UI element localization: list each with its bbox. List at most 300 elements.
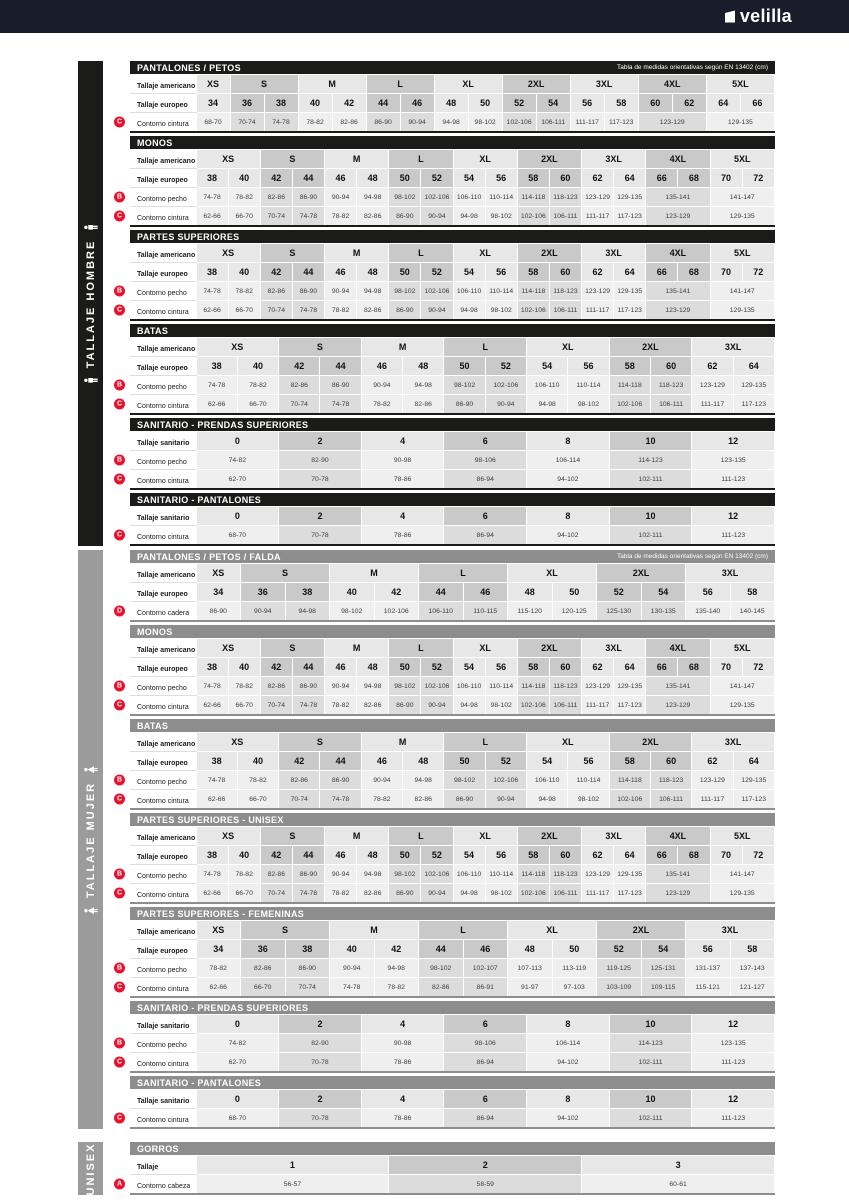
value-cell: 78-82: [228, 188, 260, 207]
value-cell: 140-145: [730, 602, 775, 622]
value-cell: 66: [646, 263, 678, 282]
value-cell: 42: [260, 263, 292, 282]
table-row: [130, 376, 775, 395]
value-cell: 66: [646, 846, 678, 865]
value-cell: 94-98: [453, 207, 485, 227]
value-cell: 114-118: [517, 865, 549, 884]
value-cell: 72: [742, 169, 774, 188]
value-cell: 86-90: [389, 207, 421, 227]
row-label: Contorno pecho: [137, 290, 187, 297]
value-cell: 106-110: [453, 865, 485, 884]
value-cell: 123-135: [692, 451, 775, 470]
value-cell: 110-115: [463, 602, 508, 622]
value-cell: 123-129: [646, 696, 710, 716]
value-cell: 58: [517, 658, 549, 677]
value-cell: 141-147: [710, 282, 775, 301]
value-cell: 82-90: [279, 1034, 362, 1053]
row-label: Contorno cintura: [137, 892, 189, 899]
size-group-cell: XL: [527, 733, 610, 752]
table-title: MONOS: [137, 626, 173, 637]
section-hombre: [0, 61, 849, 546]
row-label: Tallaje americano: [137, 928, 196, 936]
value-cell: 48: [357, 658, 389, 677]
value-cell: 94-98: [357, 282, 389, 301]
value-cell: 68-70: [196, 526, 279, 546]
size-group-cell: 6: [444, 1090, 527, 1109]
value-cell: 62: [692, 357, 733, 376]
value-cell: 82-86: [403, 790, 444, 810]
value-cell: 70: [710, 658, 742, 677]
value-cell: 74-78: [196, 188, 228, 207]
value-cell: 90-94: [421, 884, 453, 904]
size-group-cell: 2: [279, 1015, 362, 1034]
value-cell: 48: [508, 940, 553, 959]
value-cell: 111-123: [692, 1053, 775, 1073]
value-cell: 118-123: [549, 865, 581, 884]
value-cell: 129-135: [706, 113, 774, 133]
row-label-cell: [116, 470, 196, 490]
row-label-cell: [130, 432, 196, 451]
value-cell: 36: [241, 583, 286, 602]
value-cell: 50: [444, 357, 485, 376]
value-cell: 40: [330, 583, 375, 602]
size-group-cell: XL: [453, 827, 517, 846]
value-cell: 90-94: [325, 865, 357, 884]
value-cell: 111-123: [692, 1109, 775, 1129]
value-cell: 40: [330, 940, 375, 959]
value-cell: 94-98: [357, 677, 389, 696]
value-cell: 56: [485, 658, 517, 677]
value-cell: 117-123: [614, 207, 646, 227]
value-cell: 78-82: [298, 113, 332, 133]
size-group-cell: XL: [453, 244, 517, 263]
value-cell: 118-123: [549, 282, 581, 301]
value-cell: 110-114: [485, 865, 517, 884]
size-group-cell: 2XL: [609, 338, 692, 357]
size-group-cell: 2XL: [597, 921, 686, 940]
table-row: [130, 244, 775, 263]
value-cell: 110-114: [485, 188, 517, 207]
value-cell: 54: [527, 357, 568, 376]
size-group-cell: 0: [196, 1090, 279, 1109]
value-cell: 58-59: [389, 1175, 582, 1195]
row-label-cell: [116, 526, 196, 546]
value-cell: 36: [241, 940, 286, 959]
letter-badge-b: B: [114, 681, 125, 692]
value-cell: 125-130: [597, 602, 642, 622]
table-row: [130, 959, 775, 978]
value-cell: 117-123: [733, 790, 774, 810]
size-grid: [116, 563, 775, 622]
row-label-cell: [116, 771, 196, 790]
value-cell: 86-90: [389, 301, 421, 321]
value-cell: 94-102: [527, 1053, 610, 1073]
value-cell: 36: [230, 94, 264, 113]
value-cell: 56: [570, 94, 604, 113]
value-cell: 141-147: [710, 677, 775, 696]
value-cell: 98-102: [568, 790, 609, 810]
letter-badge-c: C: [114, 474, 125, 485]
value-cell: 102-106: [485, 771, 526, 790]
table-title: SANITARIO - PANTALONES: [137, 494, 262, 505]
row-label: Tallaje americano: [137, 345, 196, 353]
table-sanitario-pantalones: [116, 1076, 775, 1129]
value-cell: 78-82: [374, 978, 419, 998]
size-group-cell: M: [361, 338, 444, 357]
value-cell: 50: [389, 658, 421, 677]
size-group-cell: M: [325, 639, 389, 658]
size-group-cell: 3XL: [692, 733, 775, 752]
value-cell: 44: [292, 263, 324, 282]
row-label: Tallaje sanitario: [137, 1022, 190, 1030]
row-label: Tallaje americano: [137, 251, 196, 259]
value-cell: 110-114: [485, 677, 517, 696]
value-cell: 94-98: [527, 395, 568, 415]
row-label-cell: [116, 207, 196, 227]
table-row: [130, 94, 775, 113]
letter-badge-a: A: [114, 1179, 125, 1190]
value-cell: 48: [357, 263, 389, 282]
value-cell: 58: [730, 940, 775, 959]
value-cell: 123-129: [638, 113, 706, 133]
row-label: Tallaje europeo: [137, 666, 188, 673]
value-cell: 86-94: [444, 1053, 527, 1073]
value-cell: 62: [672, 94, 706, 113]
value-cell: 66: [646, 169, 678, 188]
table-row: [130, 169, 775, 188]
table-row: [130, 696, 775, 716]
value-cell: 111-117: [692, 790, 733, 810]
row-label: Contorno pecho: [137, 685, 187, 692]
size-group-cell: 0: [196, 507, 279, 526]
value-cell: 68: [678, 846, 710, 865]
value-cell: 109-115: [641, 978, 686, 998]
value-cell: 56: [485, 263, 517, 282]
value-cell: 46: [463, 583, 508, 602]
letter-badge-b: B: [114, 869, 125, 880]
row-label-cell: [116, 1034, 196, 1053]
value-cell: 54: [453, 846, 485, 865]
row-label-cell: [130, 75, 196, 94]
letter-badge-c: C: [114, 794, 125, 805]
size-group-cell: 5XL: [710, 639, 775, 658]
value-cell: 90-98: [361, 451, 444, 470]
value-cell: 121-127: [730, 978, 775, 998]
value-cell: 44: [320, 357, 361, 376]
table-title-bar: [130, 61, 775, 74]
row-label-cell: [130, 921, 196, 940]
table-row: [130, 884, 775, 904]
size-group-cell: M: [325, 244, 389, 263]
row-label-cell: [116, 884, 196, 904]
value-cell: 102-106: [374, 602, 419, 622]
value-cell: 129-135: [733, 376, 774, 395]
value-cell: 64: [614, 169, 646, 188]
value-cell: 40: [237, 752, 278, 771]
value-cell: 52: [597, 583, 642, 602]
value-cell: 74-78: [292, 207, 324, 227]
section-unisex: [0, 1142, 849, 1195]
value-cell: 58: [604, 94, 638, 113]
size-group-cell: 1: [196, 1156, 389, 1175]
row-label-cell: [130, 150, 196, 169]
value-cell: 106-110: [527, 771, 568, 790]
table-partes-superiores-femeninas: [116, 907, 775, 998]
letter-badge-b: B: [114, 380, 125, 391]
letter-badge-b: B: [114, 1038, 125, 1049]
value-cell: 98-102: [389, 188, 421, 207]
value-cell: 86-90: [285, 959, 330, 978]
size-group-cell: L: [389, 827, 453, 846]
table-title-bar: [130, 324, 775, 337]
table-title-bar: [130, 136, 775, 149]
value-cell: 98-102: [444, 376, 485, 395]
top-bar: [0, 0, 849, 33]
letter-badge-c: C: [114, 211, 125, 222]
value-cell: 102-106: [517, 696, 549, 716]
size-group-cell: 5XL: [710, 827, 775, 846]
row-label: Contorno cintura: [137, 798, 189, 805]
row-label-cell: [116, 1175, 196, 1195]
value-cell: 94-98: [403, 376, 444, 395]
value-cell: 68: [678, 169, 710, 188]
value-cell: 66-70: [228, 207, 260, 227]
value-cell: 46: [325, 263, 357, 282]
size-group-cell: 5XL: [706, 75, 774, 94]
value-cell: 78-86: [361, 526, 444, 546]
table-title: PARTES SUPERIORES - UNISEX: [137, 814, 284, 825]
value-cell: 74-78: [264, 113, 298, 133]
table-row: [130, 470, 775, 490]
size-group-cell: XL: [508, 564, 597, 583]
value-cell: 129-135: [710, 884, 775, 904]
value-cell: 98-102: [330, 602, 375, 622]
value-cell: 58: [517, 263, 549, 282]
value-cell: 54: [641, 583, 686, 602]
size-group-cell: 3XL: [692, 338, 775, 357]
value-cell: 102-106: [421, 282, 453, 301]
value-cell: 62-66: [196, 884, 228, 904]
male-icon: [84, 223, 98, 231]
value-cell: 74-78: [320, 395, 361, 415]
value-cell: 106-110: [527, 376, 568, 395]
row-label-cell: [130, 827, 196, 846]
size-group-cell: 3XL: [686, 921, 775, 940]
value-cell: 106-111: [536, 113, 570, 133]
value-cell: 74-78: [292, 884, 324, 904]
row-label-cell: [130, 357, 196, 376]
value-cell: 70-74: [285, 978, 330, 998]
size-group-cell: 4: [361, 1090, 444, 1109]
size-group-cell: 3XL: [582, 827, 646, 846]
table-row: [130, 771, 775, 790]
letter-badge-c: C: [114, 1113, 125, 1124]
value-cell: 82-86: [332, 113, 366, 133]
value-cell: 123-129: [582, 677, 614, 696]
row-label-cell: [116, 376, 196, 395]
value-cell: 90-94: [325, 282, 357, 301]
value-cell: 135-141: [646, 282, 710, 301]
row-label: Tallaje sanitario: [137, 514, 190, 522]
table-row: [130, 846, 775, 865]
row-label: Tallaje europeo: [137, 854, 188, 861]
row-label: Tallaje americano: [137, 740, 196, 748]
value-cell: 54: [527, 752, 568, 771]
size-group-cell: XS: [196, 639, 260, 658]
size-group-cell: 4XL: [646, 150, 710, 169]
value-cell: 66-70: [237, 790, 278, 810]
value-cell: 78-82: [361, 395, 402, 415]
value-cell: 106-110: [453, 677, 485, 696]
value-cell: 106-110: [453, 282, 485, 301]
value-cell: 78-86: [361, 1109, 444, 1129]
value-cell: 68: [678, 263, 710, 282]
table-row: [130, 940, 775, 959]
value-cell: 40: [237, 357, 278, 376]
row-label: Contorno cintura: [137, 1117, 189, 1124]
value-cell: 94-98: [357, 188, 389, 207]
value-cell: 48: [508, 583, 553, 602]
size-group-cell: XL: [453, 639, 517, 658]
table-row: [130, 677, 775, 696]
value-cell: 74-82: [196, 1034, 279, 1053]
row-label-cell: [116, 301, 196, 321]
sidebar-label-unisex: [85, 1142, 97, 1195]
row-label: Contorno pecho: [137, 873, 187, 880]
value-cell: 94-102: [527, 1109, 610, 1129]
row-label-cell: [116, 865, 196, 884]
table-title: PARTES SUPERIORES: [137, 231, 240, 242]
row-label-cell: [116, 1053, 196, 1073]
size-group-cell: S: [241, 564, 330, 583]
value-cell: 66-70: [228, 301, 260, 321]
table-row: [130, 188, 775, 207]
size-group-cell: S: [241, 921, 330, 940]
value-cell: 60: [650, 357, 691, 376]
value-cell: 114-118: [609, 376, 650, 395]
row-label: Contorno pecho: [137, 1042, 187, 1049]
value-cell: 62-66: [196, 696, 228, 716]
value-cell: 54: [536, 94, 570, 113]
value-cell: 129-135: [614, 188, 646, 207]
size-group-cell: S: [230, 75, 298, 94]
value-cell: 82-86: [419, 978, 464, 998]
value-cell: 64: [733, 357, 774, 376]
table-title-bar: [130, 625, 775, 638]
size-group-cell: 10: [609, 507, 692, 526]
table-row: [130, 865, 775, 884]
value-cell: 78-82: [228, 677, 260, 696]
value-cell: 78-82: [228, 865, 260, 884]
value-cell: 102-106: [517, 207, 549, 227]
value-cell: 141-147: [710, 188, 775, 207]
value-cell: 62: [582, 658, 614, 677]
row-label-cell: [130, 94, 196, 113]
value-cell: 111-117: [692, 395, 733, 415]
row-label: Contorno pecho: [137, 196, 187, 203]
row-label: Tallaje sanitario: [137, 439, 190, 447]
value-cell: 82-86: [241, 959, 286, 978]
value-cell: 91-97: [508, 978, 553, 998]
value-cell: 86-90: [389, 884, 421, 904]
value-cell: 38: [285, 940, 330, 959]
value-cell: 50: [444, 752, 485, 771]
letter-badge-c: C: [114, 305, 125, 316]
size-grid: [116, 638, 775, 716]
value-cell: 70-74: [260, 696, 292, 716]
tables-mujer: [116, 550, 775, 1129]
value-cell: 117-123: [614, 884, 646, 904]
size-group-cell: 3XL: [570, 75, 638, 94]
value-cell: 62: [582, 263, 614, 282]
value-cell: 62-66: [196, 301, 228, 321]
row-label: Tallaje europeo: [137, 591, 188, 598]
value-cell: 102-107: [463, 959, 508, 978]
table-title: SANITARIO - PRENDAS SUPERIORES: [137, 1002, 309, 1013]
value-cell: 118-123: [549, 188, 581, 207]
value-cell: 98-102: [389, 282, 421, 301]
value-cell: 62: [692, 752, 733, 771]
size-grid: [116, 826, 775, 904]
value-cell: 38: [196, 357, 237, 376]
table-row: [130, 658, 775, 677]
value-cell: 118-123: [650, 771, 691, 790]
row-label: Contorno cabeza: [137, 1183, 191, 1190]
value-cell: 111-117: [582, 884, 614, 904]
value-cell: 82-86: [357, 207, 389, 227]
value-cell: 40: [228, 169, 260, 188]
size-group-cell: 2: [389, 1156, 582, 1175]
value-cell: 82-86: [357, 301, 389, 321]
table-title: BATAS: [137, 720, 169, 731]
value-cell: 74-78: [196, 376, 237, 395]
value-cell: 74-78: [292, 696, 324, 716]
value-cell: 86-90: [366, 113, 400, 133]
value-cell: 74-78: [320, 790, 361, 810]
row-label: Contorno cintura: [137, 121, 189, 128]
value-cell: 74-78: [330, 978, 375, 998]
value-cell: 52: [421, 846, 453, 865]
value-cell: 46: [361, 357, 402, 376]
value-cell: 98-106: [444, 1034, 527, 1053]
value-cell: 62: [582, 169, 614, 188]
value-cell: 70-74: [279, 395, 320, 415]
letter-badge-c: C: [114, 399, 125, 410]
table-partes-superiores-unisex: [116, 813, 775, 904]
size-group-cell: XS: [196, 564, 241, 583]
size-grid: [116, 920, 775, 998]
value-cell: 123-129: [646, 884, 710, 904]
value-cell: 107-113: [508, 959, 553, 978]
size-group-cell: L: [419, 921, 508, 940]
table-row: [130, 602, 775, 622]
row-label-cell: [130, 564, 196, 583]
value-cell: 66-70: [241, 978, 286, 998]
value-cell: 70-78: [279, 1109, 362, 1129]
value-cell: 90-94: [330, 959, 375, 978]
value-cell: 102-106: [485, 376, 526, 395]
table-monos: [116, 625, 775, 716]
value-cell: 44: [292, 169, 324, 188]
value-cell: 52: [421, 169, 453, 188]
value-cell: 118-123: [650, 376, 691, 395]
value-cell: 46: [325, 169, 357, 188]
size-group-cell: 8: [527, 432, 610, 451]
value-cell: 42: [374, 940, 419, 959]
row-label-cell: [116, 978, 196, 998]
size-group-cell: 12: [692, 507, 775, 526]
size-group-cell: XS: [196, 921, 241, 940]
